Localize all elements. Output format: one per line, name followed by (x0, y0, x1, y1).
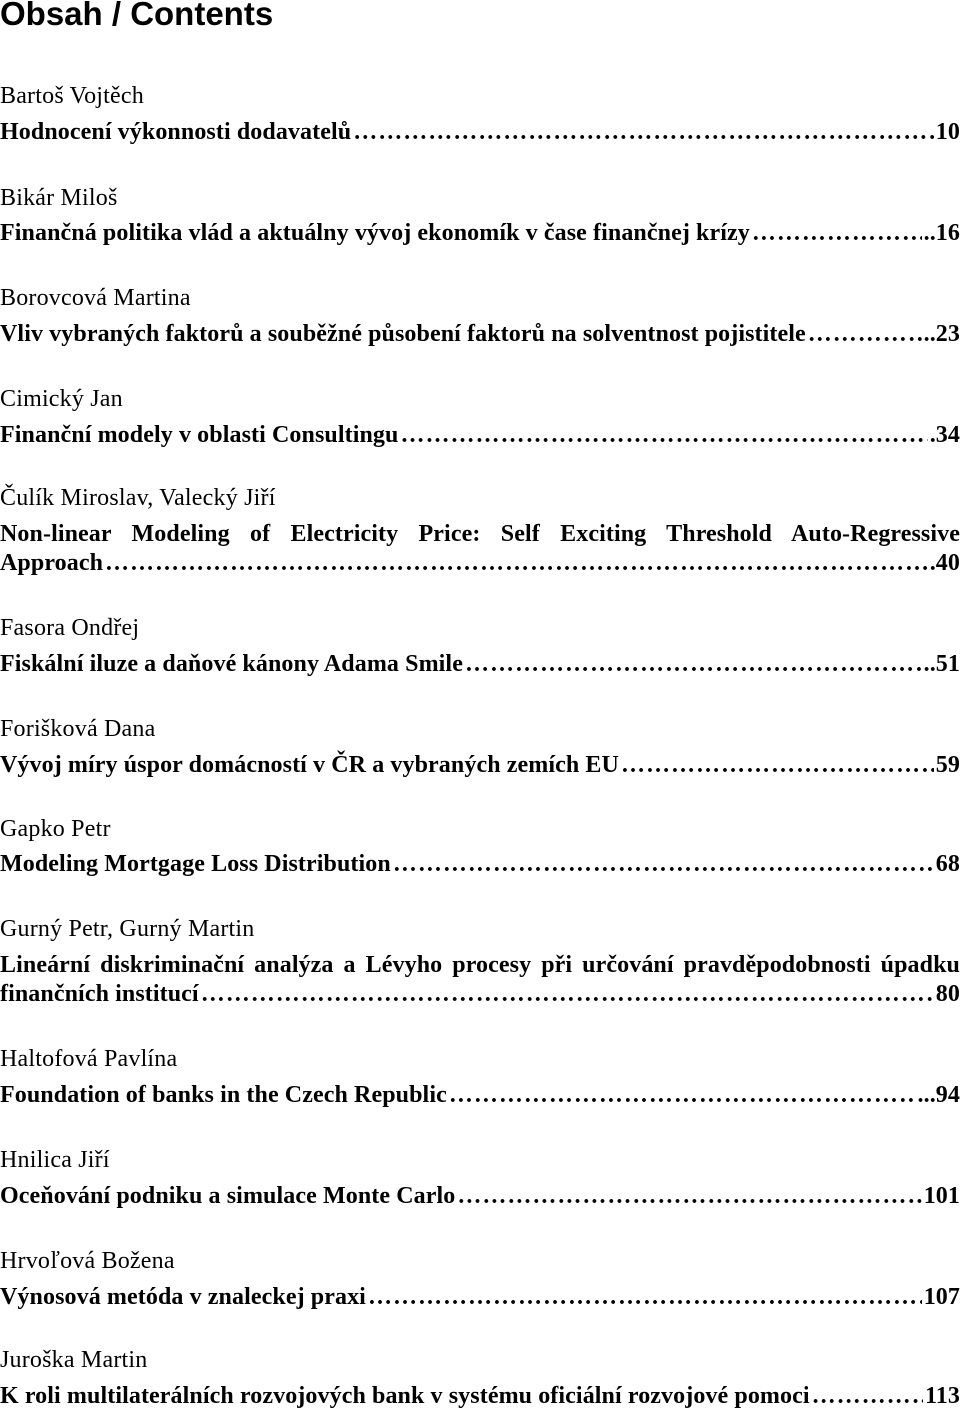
toc-dot-leader (465, 649, 922, 679)
toc-author: Bartoš Vojtěch (0, 83, 144, 109)
toc-dot-leader (400, 420, 927, 450)
toc-entry-link[interactable] (0, 117, 960, 147)
toc-dot-leader (368, 1282, 922, 1312)
toc-entry-link[interactable] (0, 649, 960, 679)
toc-entry-link[interactable] (0, 1080, 960, 1110)
toc-entry-link[interactable] (0, 1381, 960, 1411)
toc-entry-title: Oceňování podniku a simulace Monte Carlo (0, 1183, 456, 1209)
toc-dot-leader (457, 1181, 921, 1211)
toc-entry-link[interactable] (0, 420, 960, 450)
toc-dot-leader (621, 750, 934, 780)
toc-author: Cimický Jan (0, 386, 123, 412)
toc-page-number: ..51 (923, 651, 960, 677)
toc-author: Čulík Miroslav, Valecký Jiří (0, 485, 276, 511)
toc-entry-title: Finančná politika vlád a aktuálny vývoj ekonomík v čase finančnej krízy (0, 220, 750, 246)
toc-dot-leader (449, 1080, 916, 1110)
toc-entry-link[interactable] (0, 750, 960, 780)
toc-dot-leader (393, 849, 934, 879)
toc-author: Borovcová Martina (0, 285, 191, 311)
toc-entry-title: Finanční modely v oblasti Consultingu (0, 422, 399, 448)
toc-dot-leader (353, 117, 934, 147)
toc-author: Haltofová Pavlína (0, 1046, 178, 1072)
toc-entry-title: Approach (0, 550, 104, 576)
toc-page-number: 80 (935, 981, 960, 1007)
toc-entry-link[interactable] (0, 218, 960, 248)
toc-author: Bikár Miloš (0, 185, 118, 211)
page-title: Obsah / Contents (0, 0, 274, 32)
toc-author: Gapko Petr (0, 816, 111, 842)
toc-entry-link[interactable] (0, 548, 960, 578)
toc-dot-leader (812, 1381, 923, 1411)
toc-entry-title-first-line[interactable]: Lineární diskriminační analýza a Lévyho procesy při určování pravděpodobnosti úpadku (0, 952, 960, 978)
toc-author: Forišková Dana (0, 716, 156, 742)
toc-author: Hnilica Jiří (0, 1147, 110, 1173)
toc-entry-link[interactable] (0, 319, 960, 349)
toc-entry-title: Vývoj míry úspor domácností v ČR a vybraných zemích EU (0, 752, 619, 778)
toc-entry-title: Vliv vybraných faktorů a souběžné působení faktorů na solventnost pojistitele (0, 321, 806, 347)
toc-page-number: 107 (923, 1284, 960, 1310)
toc-entry-title: Hodnocení výkonnosti dodavatelů (0, 119, 352, 145)
toc-author: Fasora Ondřej (0, 615, 140, 641)
toc-entry-title-first-line[interactable]: Non-linear Modeling of Electricity Price: Self Exciting Threshold Auto-Regressive (0, 521, 960, 547)
toc-entry-link[interactable] (0, 979, 960, 1009)
toc-dot-leader (752, 218, 922, 248)
toc-page-number: .40 (929, 550, 960, 576)
toc-entry-title: Výnosová metóda v znaleckej praxi (0, 1284, 366, 1310)
toc-page-number: 59 (935, 752, 960, 778)
toc-author: Juroška Martin (0, 1347, 148, 1373)
toc-dot-leader (105, 548, 928, 578)
toc-entry-title: Modeling Mortgage Loss Distribution (0, 851, 391, 877)
toc-entry-link[interactable] (0, 849, 960, 879)
toc-entry-title: finančních institucí (0, 981, 199, 1007)
toc-dot-leader (201, 979, 934, 1009)
toc-page-number: 101 (923, 1183, 960, 1209)
toc-entry-link[interactable] (0, 1282, 960, 1312)
toc-dot-leader (808, 319, 922, 349)
toc-page-number: ..23 (923, 321, 960, 347)
toc-page-number: 68 (935, 851, 960, 877)
toc-entry-title: K roli multilaterálních rozvojových bank v systému oficiální rozvojové pomoci (0, 1383, 810, 1409)
toc-page-number: ..16 (923, 220, 960, 246)
toc-page-number: 10 (935, 119, 960, 145)
toc-author: Gurný Petr, Gurný Martin (0, 916, 255, 942)
toc-entry-title: Fiskální iluze a daňové kánony Adama Smile (0, 651, 463, 677)
toc-entry-link[interactable] (0, 1181, 960, 1211)
toc-page-number: 113 (925, 1383, 960, 1409)
toc-page-number: .34 (929, 422, 960, 448)
toc-entry-title: Foundation of banks in the Czech Republic (0, 1082, 447, 1108)
toc-author: Hrvoľová Božena (0, 1248, 175, 1274)
toc-page-number: ...94 (917, 1082, 960, 1108)
